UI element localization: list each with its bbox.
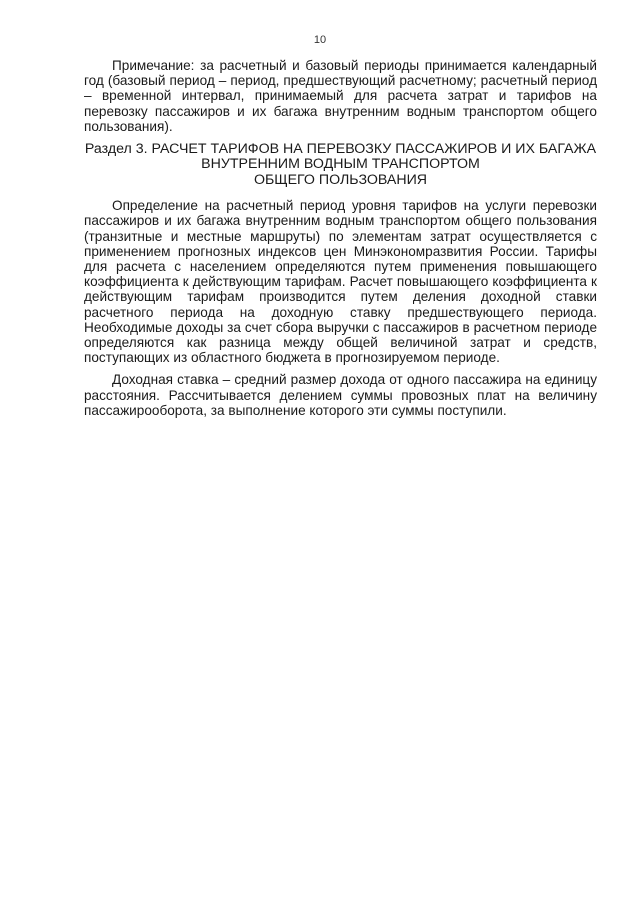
- body-paragraph-tariff-determination: Определение на расчетный период уровня тарифов на услуги перевозки пассажиров и их багажа внутренним водным транспортом общего пользования (транзитные и местные маршруты) по элементам затрат осуществляется с применением прогнозных индексов цен Минэкономразвития России. Тарифы для расчета с населением определяются путем применения повышающего коэффициента к действующим тарифам. Расчет повышающего коэффициента к действующим тарифам производится путем деления доходной ставки расчетного периода на доходную ставку предшествующего периода. Необходимые доходы за счет сбора выручки с пассажиров в расчетном периоде определяются как разница между общей величиной затрат и средств, поступающих из областного бюджета в прогнозируемом периоде.: [84, 198, 597, 366]
- section-title: [78, 142, 603, 188]
- page-content: [84, 58, 597, 418]
- section-title-line-3: ОБЩЕГО ПОЛЬЗОВАНИЯ: [253, 171, 428, 188]
- body-paragraph-income-rate: Доходная ставка – средний размер дохода от одного пассажира на единицу расстояния. Рассчитывается делением суммы провозных плат на величину пассажирооборота, за выполнение которого эти суммы поступили.: [84, 372, 597, 418]
- note-paragraph: Примечание: за расчетный и базовый периоды принимается календарный год (базовый период – период, предшествующий расчетному; расчетный период – временной интервал, принимаемый для расчета затрат и тарифов на перевозку пассажиров и их багажа внутренним водным транспортом общего пользования).: [84, 58, 597, 134]
- section-title-line-2: ВНУТРЕННИМ ВОДНЫМ ТРАНСПОРТОМ: [201, 156, 480, 173]
- section-title-line-1: Раздел 3. РАСЧЕТ ТАРИФОВ НА ПЕРЕВОЗКУ ПАССАЖИРОВ И ИХ БАГАЖА: [84, 141, 597, 158]
- page-number: 10: [313, 34, 327, 46]
